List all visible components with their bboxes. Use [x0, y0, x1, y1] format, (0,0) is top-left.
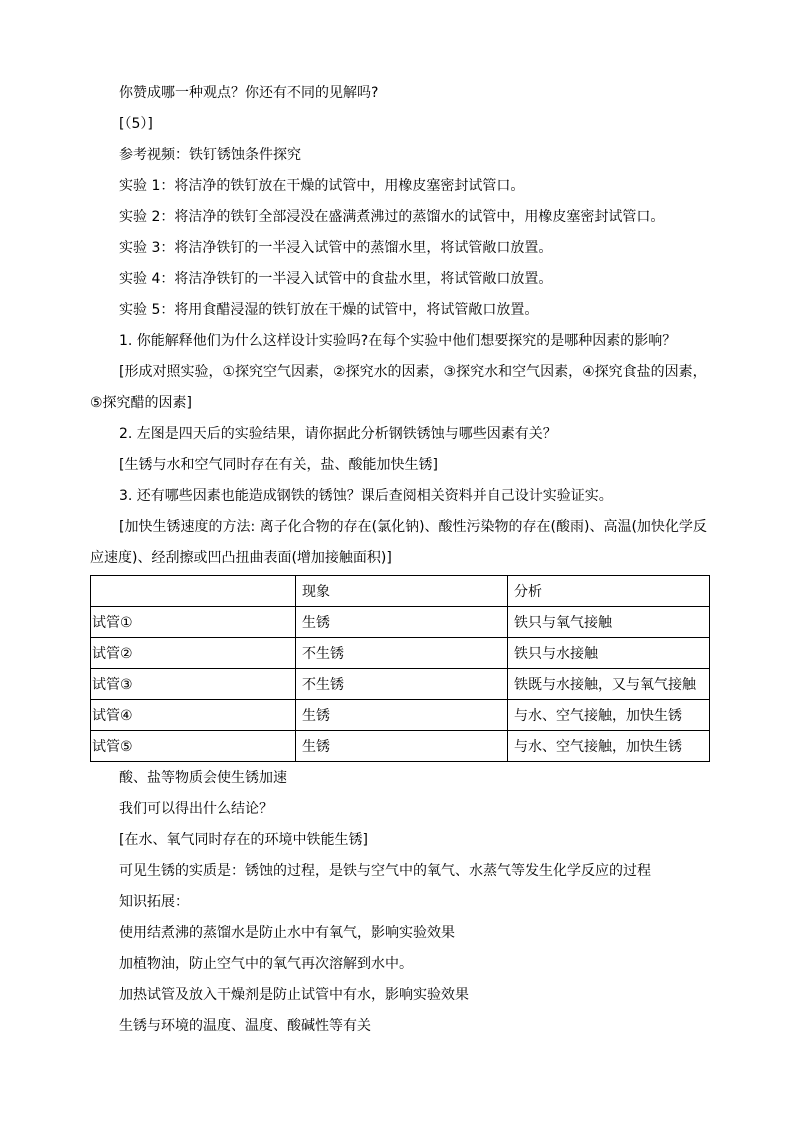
results-table — [90, 575, 710, 762]
table-header-cell: 分析 — [508, 576, 710, 607]
paragraph-experiment-1: 实验 1：将洁净的铁钉放在干燥的试管中，用橡皮塞密封试管口。 — [119, 178, 525, 194]
table-row — [91, 607, 710, 638]
paragraph-conclusion-question: 我们可以得出什么结论？ — [119, 801, 273, 817]
table-cell-tube: 试管⑤ — [91, 731, 296, 762]
paragraph-vegetable-oil: 加植物油，防止空气中的氧气再次溶解到水中。 — [119, 956, 413, 972]
paragraph-environment: 生锈与环境的温度、温度、酸碱性等有关 — [119, 1018, 371, 1034]
paragraph-experiment-4: 实验 4：将洁净铁钉的一半浸入试管中的食盐水里，将试管敞口放置。 — [119, 271, 553, 287]
table-cell-analysis: 铁只与氧气接触 — [508, 607, 710, 638]
table-header-cell: 现象 — [296, 576, 508, 607]
paragraph-knowledge-heading: 知识拓展： — [119, 894, 189, 910]
table-cell-phenomenon: 生锈 — [296, 700, 508, 731]
paragraph-question-2: 2. 左图是四天后的实验结果，请你据此分析钢铁锈蚀与哪些因素有关？ — [119, 426, 557, 442]
table-row — [91, 669, 710, 700]
paragraph-experiment-2: 实验 2：将洁净的铁钉全部浸没在盛满煮沸过的蒸馏水的试管中，用橡皮塞密封试管口。 — [119, 209, 665, 225]
table-cell-analysis: 铁既与水接触，又与氧气接触 — [508, 669, 710, 700]
paragraph-experiment-3: 实验 3：将洁净铁钉的一半浸入试管中的蒸馏水里，将试管敞口放置。 — [119, 240, 553, 256]
paragraph-answer-1: [形成对照实验，①探究空气因素，②探究水的因素，③探究水和空气因素，④探究食盐的因素，⑤探究醋的因素] — [90, 364, 707, 411]
paragraph-marker-5: [（5）] — [119, 116, 153, 132]
table-cell-phenomenon: 生锈 — [296, 731, 508, 762]
paragraph-conclusion-answer: [在水、氧气同时存在的环境中铁能生锈] — [119, 832, 368, 848]
paragraph-acid-salt: 酸、盐等物质会使生锈加速 — [119, 770, 287, 786]
paragraph-question-3: 3. 还有哪些因素也能造成钢铁的锈蚀？课后查阅相关资料并自己设计实验证实。 — [119, 488, 613, 504]
table-cell-analysis: 与水、空气接触，加快生锈 — [508, 700, 710, 731]
paragraph-rust-essence: 可见生锈的实质是：锈蚀的过程，是铁与空气中的氧气、水蒸气等发生化学反应的过程 — [119, 863, 651, 879]
paragraph-experiment-5: 实验 5：将用食醋浸湿的铁钉放在干燥的试管中，将试管敞口放置。 — [119, 302, 539, 318]
paragraph-question-opinion: 你赞成哪一种观点？你还有不同的见解吗? — [119, 85, 379, 101]
paragraph-answer-2: [生锈与水和空气同时存在有关，盐、酸能加快生锈] — [119, 457, 438, 473]
table-cell-analysis: 铁只与水接触 — [508, 638, 710, 669]
table-cell-tube: 试管② — [91, 638, 296, 669]
table-cell-tube: 试管③ — [91, 669, 296, 700]
table-row — [91, 700, 710, 731]
paragraph-boiled-water: 使用结煮沸的蒸馏水是防止水中有氧气，影响实验效果 — [119, 925, 455, 941]
table-header-row — [91, 576, 710, 607]
table-cell-tube: 试管① — [91, 607, 296, 638]
table-cell-tube: 试管④ — [91, 700, 296, 731]
table-row — [91, 638, 710, 669]
paragraph-answer-3: [加快生锈速度的方法: 离子化合物的存在(氯化钠)、酸性污染物的存在(酸雨)、高温(加快化学反应速度)、经刮擦或凹凸扭曲表面(增加接触面积)] — [90, 519, 707, 566]
document-content — [90, 78, 710, 1042]
paragraph-question-1: 1. 你能解释他们为什么这样设计实验吗?在每个实验中他们想要探究的是哪种因素的影响？ — [119, 333, 677, 349]
table-cell-phenomenon: 不生锈 — [296, 638, 508, 669]
table-cell-analysis: 与水、空气接触，加快生锈 — [508, 731, 710, 762]
table-row — [91, 731, 710, 762]
paragraph-reference-video: 参考视频：铁钉锈蚀条件探究 — [119, 147, 301, 163]
table-header-cell — [91, 576, 296, 607]
table-cell-phenomenon: 生锈 — [296, 607, 508, 638]
paragraph-desiccant: 加热试管及放入干燥剂是防止试管中有水，影响实验效果 — [119, 987, 469, 1003]
table-cell-phenomenon: 不生锈 — [296, 669, 508, 700]
